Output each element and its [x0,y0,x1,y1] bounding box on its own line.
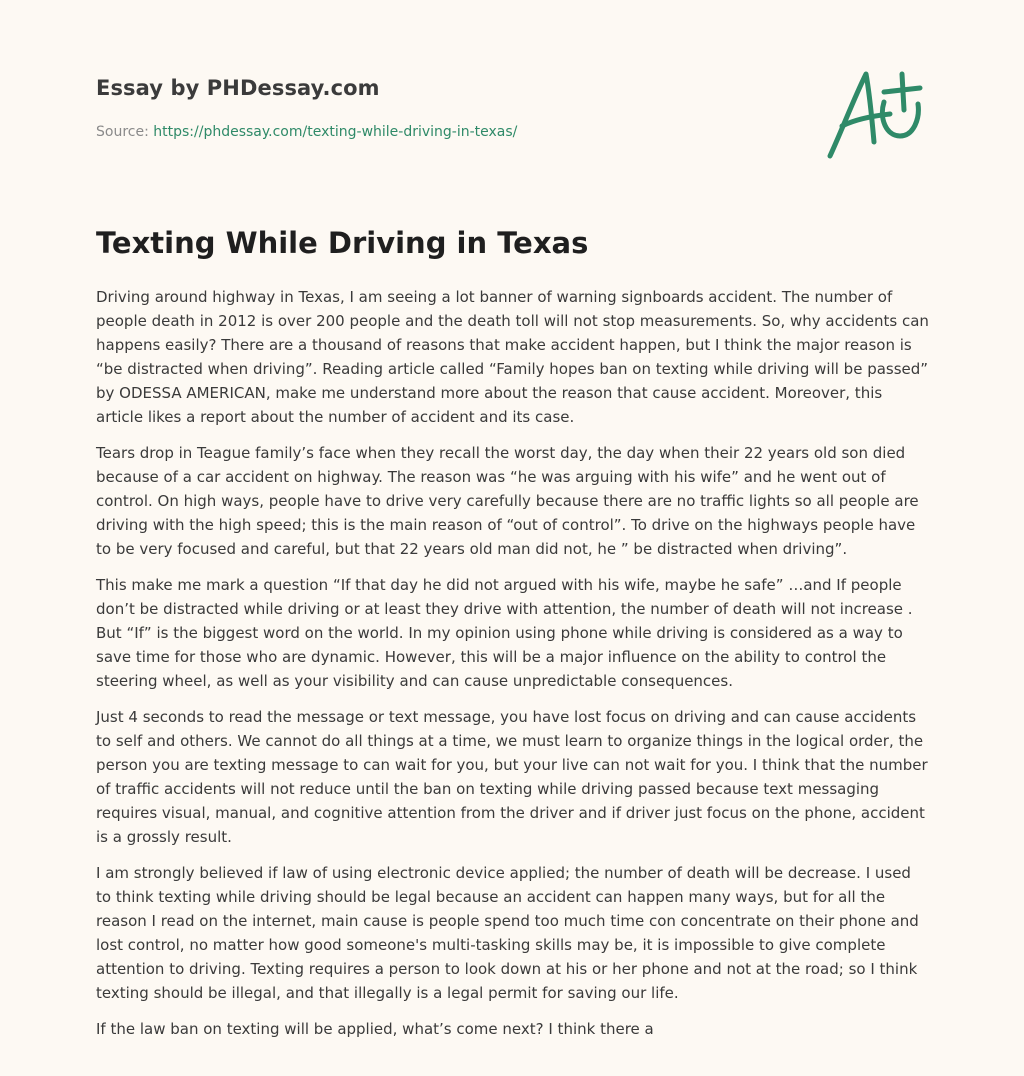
article-body [96,285,930,1053]
article-paragraph: This make me mark a question “If that day he did not argued with his wife, maybe he safe” …and If people don’t be distracted while driving or at least they drive with attention, the number of death will not increase . But “If” is the biggest word on the world. In my opinion using phone while driving is considered as a way to save time for those who are dynamic. However, this will be a major influence on the ability to control the steering wheel, as well as your visibility and can cause unpredictable consequences. [96,576,913,690]
source-line [96,124,517,140]
article-title: Texting While Driving in Texas [96,226,589,260]
site-brand: Essay by PHDessay.com [96,76,380,100]
a-plus-logo-icon [824,68,928,164]
article-paragraph: Tears drop in Teague family’s face when they recall the worst day, the day when their 22 years old son died because of a car accident on highway. The reason was “he was arguing with his wife” and he went out of control. On high ways, people have to drive very carefully because there are no traffic lights so all people are driving with the high speed; this is the main reason of “out of control”. To drive on the highways people have to be very focused and careful, but that 22 years old man did not, he ” be distracted when driving”. [96,444,919,558]
article-paragraph: Just 4 seconds to read the message or text message, you have lost focus on driving and can cause accidents to self and others. We cannot do all things at a time, we must learn to organize things in the logical order, the person you are texting message to can wait for you, but your live can not wait for you. I think that the number of traffic accidents will not reduce until the ban on texting while driving passed because text messaging requires visual, manual, and cognitive attention from the driver and if driver just focus on the phone, accident is a grossly result. [96,708,928,846]
article-paragraph: I am strongly believed if law of using electronic device applied; the number of death will be decrease. I used to think texting while driving should be legal because an accident can happen many ways, but for all the reason I read on the internet, main cause is people spend too much time con concentrate on their phone and lost control, no matter how good someone's multi-tasking skills may be, it is impossible to give complete attention to driving. Texting requires a person to look down at his or her phone and not at the road; so I think texting should be illegal, and that illegally is a legal permit for saving our life. [96,864,919,1002]
article-paragraph: Driving around highway in Texas, I am seeing a lot banner of warning signboards accident. The number of people death in 2012 is over 200 people and the death toll will not stop measurements. So, why accidents can happens easily? There are a thousand of reasons that make accident happen, but I think the major reason is “be distracted when driving”. Reading article called “Family hopes ban on texting while driving will be passed” by ODESSA AMERICAN, make me understand more about the reason that cause accident. Moreover, this article likes a report about the number of accident and its case. [96,288,929,426]
source-label: Source: [96,124,149,140]
essay-page [96,0,930,1038]
article-paragraph: If the law ban on texting will be applied, what’s come next? I think there a [96,1020,654,1038]
page-header [96,0,930,180]
source-link[interactable]: https://phdessay.com/texting-while-driving-in-texas/ [153,124,518,140]
